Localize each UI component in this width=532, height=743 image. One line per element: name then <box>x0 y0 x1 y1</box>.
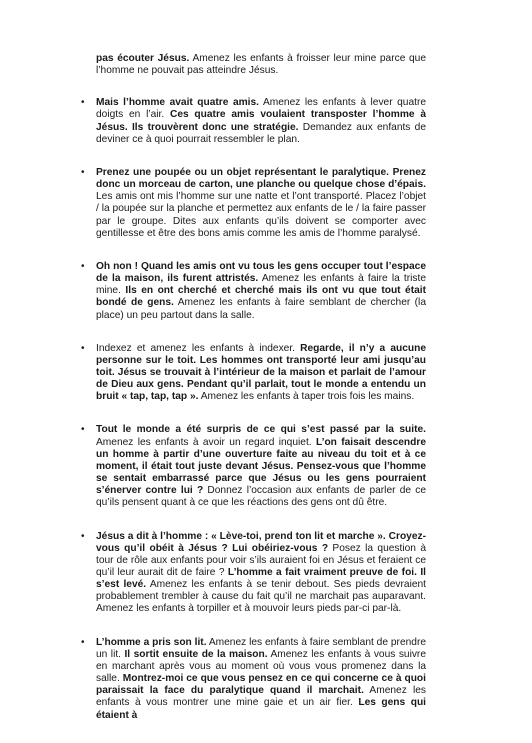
bold-text: Mais l’homme avait quatre amis. <box>96 97 260 109</box>
bold-text: Tout le monde a été surpris de ce qui s’est passé par la suite. <box>96 424 426 436</box>
bullet-icon: • <box>81 636 85 648</box>
bold-text: pas écouter Jésus. <box>96 53 190 64</box>
body-text: Indexez et amenez les enfants à indexer. <box>96 342 301 354</box>
body-text: Amenez les enfants à faire la triste mine. <box>96 273 426 297</box>
body-text: Amenez les enfants à taper trois fois les mains. <box>198 391 415 403</box>
paragraph <box>81 636 426 722</box>
paragraph <box>81 260 426 322</box>
bold-text: Prenez une poupée ou un objet représentant le paralytique. Prenez donc un morceau de carton, une planche ou quelque chose d’épais. <box>96 166 426 191</box>
bold-text: Montrez-moi ce que vous pensez en ce qui concerne ce à quoi paraissait la face du paralytique quand il marchait. <box>96 673 426 697</box>
paragraph <box>81 166 426 240</box>
paragraph <box>81 97 426 146</box>
body-text: Amenez les enfants à faire semblant de chercher (la place) un peu partout dans la salle. <box>96 297 426 321</box>
bullet-icon: • <box>81 166 85 178</box>
bold-text: L’homme a fait vraiment preuve de foi. Il s’est levé. <box>96 567 426 591</box>
body-text: Amenez les enfants à froisser leur mine parce que l’homme ne pouvait pas atteindre Jésus. <box>96 53 426 77</box>
body-text: Amenez les enfants à avoir un regard inquiet. <box>96 436 316 448</box>
paragraph <box>96 53 426 77</box>
body-text: Amenez les enfants à se tenir debout. Ses pieds devraient probablement trembler à cause du fait qu’il ne marchait pas auparavant. Amenez les enfants à torpiller et à mouvoir leurs pieds par-ci par-là. <box>96 579 426 615</box>
paragraph <box>81 342 426 404</box>
document-body <box>81 53 427 743</box>
bold-text: Jésus a dit à l’homme : « Lève-toi, prend ton lit et marche ». Croyez-vous qu’il obéit à Jésus ? Lui obéiriez-vous ? <box>96 530 426 554</box>
bold-text: L’on faisait descendre un homme à partir d’une ouverture faite au niveau du toit et à ce moment, il était tout juste devant Jésus. Pensez-vous que l’homme se sentait embarrassé parce que Jésus ou les gens pourraient s’énerver contre lui ? <box>96 436 426 497</box>
bold-text: Les gens qui étaient à <box>96 697 426 721</box>
bullet-icon: • <box>81 424 85 436</box>
bold-text: Ils en ont cherché et cherché mais ils ont vu que tout était bondé de gens. <box>96 285 426 309</box>
body-text: Amenez les enfants à vous montrer une mine gaie et un air fier. <box>96 685 426 709</box>
paragraph <box>81 424 427 509</box>
body-text: Demandez aux enfants de deviner ce à quoi pourrait ressembler le plan. <box>96 121 426 145</box>
bullet-icon: • <box>81 342 85 354</box>
body-text: Posez la question à tour de rôle aux enfants pour voir s’ils auraient foi en Jésus et feraient ce qu’il leur aurait dit de faire ? <box>96 542 426 578</box>
body-text: Amenez les enfants à lever quatre doigts en l’air. <box>96 97 426 121</box>
bold-text: Regarde, il n’y a aucune personne sur le toit. Les hommes ont transporté leur ami jusqu’au toit. Jésus se trouvait à l’intérieur de la maison et parlait de l’amour de Dieu aux gens. Pendant qu’il parlait, tout le monde a entendu un bruit « tap, tap, tap ». <box>96 342 426 403</box>
body-text: Les amis ont mis l’homme sur une natte et l’ont transporté. Placez l’objet / la poupée sur la planche et permettez aux enfants de le / la faire passer par le groupe. Dites aux enfants qu’ils doivent se comporter avec gentillesse et être des bons amis comme les amis de l’homme paralysé. <box>96 191 426 239</box>
bold-text: Oh non ! Quand les amis ont vu tous les gens occuper tout l’espace de la maison, ils furent attristés. <box>96 260 426 285</box>
bullet-icon: • <box>81 260 85 272</box>
body-text: Donnez l’occasion aux enfants de parler de ce qu’ils pensent quant à ce que les réactions des gens ont dû être. <box>96 485 427 509</box>
body-text: Amenez les enfants à vous suivre en marchant après vous au moment où vous vous promenez dans la salle. <box>96 648 426 685</box>
body-text: Amenez les enfants à faire semblant de prendre un lit. <box>96 636 426 660</box>
paragraph <box>81 530 426 616</box>
bold-text: Il sortit ensuite de la maison. <box>124 648 268 660</box>
bullet-icon: • <box>81 97 85 109</box>
bold-text: Ces quatre amis voulaient transposter l’homme à Jésus. Ils trouvèrent donc une stratégie. <box>96 109 426 133</box>
bullet-icon: • <box>81 530 85 542</box>
bold-text: L’homme a pris son lit. <box>96 636 207 648</box>
